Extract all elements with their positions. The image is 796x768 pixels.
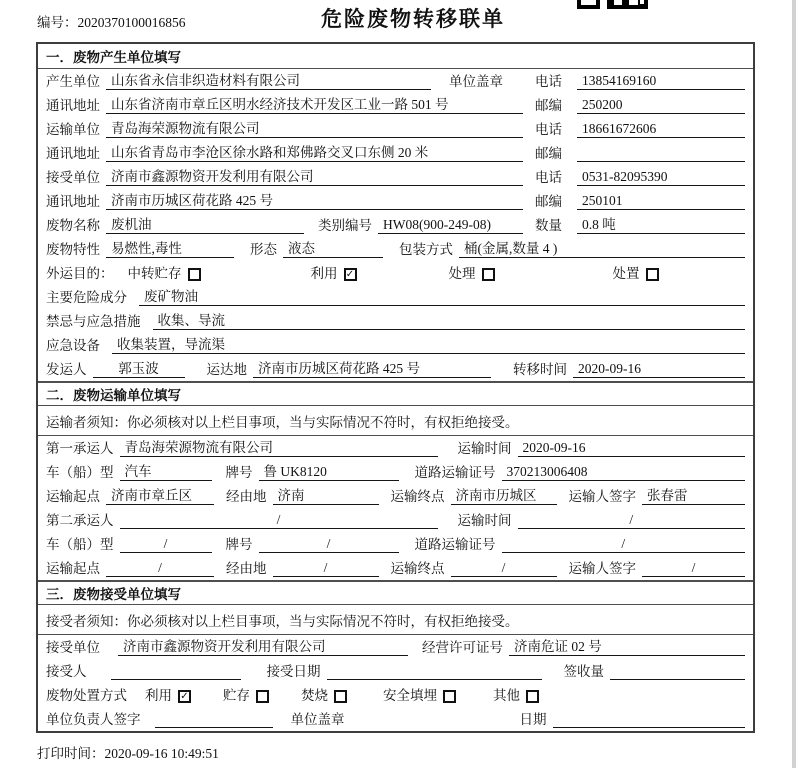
producer-address-value: 山东省济南市章丘区明水经济技术开发区工业一路 501 号	[106, 93, 523, 114]
first-plate-label: 牌号	[225, 465, 253, 480]
second-transporter-sign-value: /	[642, 560, 745, 577]
destination-value: 济南市历城区荷花路 425 号	[253, 357, 491, 378]
disposal-utilize-checkbox: ✓	[178, 690, 191, 703]
first-carrier-label: 第一承运人	[46, 441, 114, 456]
emergency-measures-value: 收集、导流	[153, 309, 746, 330]
second-vehicle-type-value: /	[120, 536, 212, 553]
emergency-measures-label: 禁忌与应急措施	[46, 314, 141, 329]
disposal-landfill-label: 安全填埋	[383, 688, 437, 703]
license-number-label: 经营许可证号	[422, 640, 503, 655]
transport-address-row	[38, 141, 753, 165]
second-transport-time-label: 运输时间	[457, 513, 512, 528]
transfer-purpose-row	[38, 261, 753, 285]
first-vehicle-row	[38, 460, 753, 484]
receiver-unit-label: 接受单位	[46, 170, 100, 185]
waste-qty-label: 数量	[535, 218, 562, 233]
print-time-label: 打印时间：	[37, 746, 105, 761]
first-transport-time-label: 运输时间	[457, 441, 512, 456]
transport-postal-value	[577, 146, 745, 162]
first-route-via-label: 经由地	[226, 489, 267, 504]
receiver-phone-group	[535, 166, 745, 186]
transport-unit-row	[38, 117, 753, 141]
receiver-unit-value: 济南市鑫源物资开发利用有限公司	[106, 165, 523, 186]
first-route-to-value: 济南市历城区	[451, 484, 557, 505]
first-route-row	[38, 484, 753, 508]
second-route-via-label: 经由地	[226, 561, 267, 576]
waste-form-label: 形态	[250, 242, 277, 257]
second-route-to-label: 运输终点	[390, 561, 445, 576]
emergency-equipment-row	[38, 333, 753, 357]
responsible-sign-row	[38, 707, 753, 731]
waste-qty-value: 0.8 吨	[577, 213, 745, 234]
accept-person-label: 接受人	[46, 664, 87, 679]
emergency-equipment-label: 应急设备	[46, 338, 100, 353]
accept-person-row	[38, 659, 753, 683]
dispatcher-value: 郭玉波	[93, 357, 185, 378]
receiver-unit-row	[38, 165, 753, 189]
first-route-from-value: 济南市章丘区	[106, 484, 214, 505]
first-vehicle-type-label: 车（船）型	[46, 465, 114, 480]
transport-unit-label: 运输单位	[46, 122, 100, 137]
producer-address-label: 通讯地址	[46, 98, 100, 113]
disposal-method-label: 废物处置方式	[46, 688, 127, 703]
second-carrier-value: /	[120, 512, 438, 529]
producer-unit-value: 山东省永信非织造材料有限公司	[106, 69, 431, 90]
transport-postal-label: 邮编	[535, 146, 562, 161]
sign-date-label: 日期	[519, 712, 547, 727]
receiver-phone-label: 电话	[535, 170, 562, 185]
second-plate-label: 牌号	[225, 537, 253, 552]
transport-phone-label: 电话	[535, 122, 562, 137]
producer-postal-label: 邮编	[535, 98, 562, 113]
disposal-storage-label: 贮存	[223, 688, 250, 703]
transfer-form-table	[36, 42, 755, 733]
second-carrier-row	[38, 508, 753, 532]
second-vehicle-type-label: 车（船）型	[46, 537, 114, 552]
first-carrier-value: 青岛海荣源物流有限公司	[120, 436, 438, 457]
disposal-method-row	[38, 683, 753, 707]
received-qty-value	[610, 664, 745, 680]
emergency-equipment-value: 收集装置，导流渠	[112, 333, 745, 354]
purpose-storage-label: 中转贮存	[127, 266, 182, 281]
second-route-via-value: /	[273, 560, 379, 577]
second-carrier-label: 第二承运人	[46, 513, 114, 528]
form-title: 危险废物转移联单	[321, 8, 505, 31]
hazard-component-label: 主要危险成分	[46, 290, 127, 305]
producer-phone-label: 电话	[535, 74, 562, 89]
purpose-utilize-checkbox: ✓	[344, 268, 357, 281]
disposal-storage-checkbox	[256, 690, 269, 703]
waste-traits-row	[38, 237, 753, 261]
disposal-other-checkbox	[526, 690, 539, 703]
transport-unit-value: 青岛海荣源物流有限公司	[106, 117, 523, 138]
unit-stamp2-label: 单位盖章	[290, 712, 345, 727]
receiver-address-row	[38, 189, 753, 213]
qr-code-icon	[577, 0, 648, 9]
emergency-measures-row	[38, 309, 753, 333]
transport-postal-group	[535, 142, 745, 162]
second-road-permit-label: 道路运输证号	[414, 537, 496, 552]
section3-notice: 接受者须知：你必须核对以上栏目事项，当与实际情况不符时，有权拒绝接受。	[38, 605, 753, 635]
transport-address-value: 山东省青岛市李沧区徐水路和郑佛路交叉口东侧 20 米	[106, 141, 523, 162]
receiver-postal-group	[535, 190, 745, 210]
accept-unit-value: 济南市鑫源物资开发利用有限公司	[118, 635, 408, 656]
page-right-edge	[792, 0, 796, 768]
accept-date-label: 接受日期	[266, 664, 321, 679]
producer-unit-label: 产生单位	[46, 74, 100, 89]
second-road-permit-value: /	[502, 536, 746, 553]
purpose-utilize-label: 利用	[310, 266, 338, 281]
producer-address-row	[38, 93, 753, 117]
waste-traits-label: 废物特性	[46, 242, 100, 257]
transport-phone-value: 18661672606	[577, 121, 745, 138]
purpose-treat-label: 处理	[448, 266, 476, 281]
first-transporter-sign-value: 张春雷	[642, 484, 745, 505]
transfer-purpose-label: 外运目的：	[46, 266, 114, 281]
waste-category-label: 类别编号	[318, 218, 372, 233]
responsible-sign-value	[155, 712, 273, 728]
first-road-permit-value: 370213006408	[502, 464, 746, 481]
receiver-address-label: 通讯地址	[46, 194, 100, 209]
first-transport-time-value: 2020-09-16	[518, 440, 746, 457]
purpose-dispose-checkbox	[646, 268, 659, 281]
receiver-postal-label: 邮编	[535, 194, 562, 209]
destination-label: 运达地	[206, 362, 247, 377]
waste-qty-group	[535, 213, 745, 234]
received-qty-label: 签收量	[563, 664, 604, 679]
first-road-permit-label: 道路运输证号	[414, 465, 496, 480]
first-transporter-sign-label: 运输人签字	[568, 489, 636, 504]
producer-unit-row	[38, 69, 753, 93]
waste-name-label: 废物名称	[46, 218, 100, 233]
section2-notice: 运输者须知：你必须核对以上栏目事项，当与实际情况不符时，有权拒绝接受。	[38, 406, 753, 436]
serial-number-label: 编号：	[37, 15, 78, 30]
first-vehicle-type-value: 汽车	[120, 460, 212, 481]
purpose-storage-checkbox	[188, 268, 201, 281]
print-time	[37, 742, 219, 762]
disposal-other-label: 其他	[493, 688, 520, 703]
producer-postal-group	[535, 94, 745, 114]
accept-unit-row	[38, 635, 753, 659]
waste-name-row	[38, 213, 753, 237]
purpose-treat-checkbox	[482, 268, 495, 281]
second-route-from-value: /	[106, 560, 214, 577]
second-transporter-sign-label: 运输人签字	[568, 561, 636, 576]
second-route-from-label: 运输起点	[46, 561, 100, 576]
first-route-to-label: 运输终点	[390, 489, 445, 504]
second-transport-time-value: /	[518, 512, 746, 529]
purpose-dispose-label: 处置	[612, 266, 640, 281]
accept-unit-label: 接受单位	[46, 640, 100, 655]
disposal-incinerate-label: 焚烧	[301, 688, 328, 703]
hazard-component-row	[38, 285, 753, 309]
section3-header: 三．废物接受单位填写	[38, 580, 753, 605]
disposal-utilize-label: 利用	[145, 688, 172, 703]
section2-header: 二．废物运输单位填写	[38, 381, 753, 406]
waste-pack-value: 桶(金属,数量 4 )	[459, 237, 745, 258]
producer-phone-group	[535, 70, 745, 90]
receiver-postal-value: 250101	[577, 193, 745, 210]
receiver-address-value: 济南市历城区荷花路 425 号	[106, 189, 523, 210]
waste-form-value: 液态	[283, 237, 383, 258]
second-route-to-value: /	[451, 560, 557, 577]
accept-person-value	[111, 664, 241, 680]
disposal-landfill-checkbox	[443, 690, 456, 703]
serial-number-value: 2020370100016856	[77, 15, 186, 30]
waste-traits-value: 易燃性,毒性	[106, 237, 234, 258]
first-route-via-value: 济南	[273, 484, 379, 505]
sign-date-value	[553, 712, 746, 728]
accept-date-value	[327, 664, 542, 680]
unit-stamp-label: 单位盖章	[449, 74, 503, 89]
producer-phone-value: 13854169160	[577, 73, 745, 90]
responsible-sign-label: 单位负责人签字	[46, 712, 141, 727]
transfer-time-label: 转移时间	[513, 362, 567, 377]
second-route-row	[38, 556, 753, 580]
hazard-component-value: 废矿物油	[139, 285, 745, 306]
first-route-from-label: 运输起点	[46, 489, 100, 504]
dispatcher-label: 发运人	[46, 362, 87, 377]
section1-header: 一．废物产生单位填写	[38, 44, 753, 69]
license-number-value: 济南危证 02 号	[509, 635, 745, 656]
print-time-value: 2020-09-16 10:49:51	[104, 746, 219, 761]
waste-category-value: HW08(900-249-08)	[378, 217, 523, 234]
second-plate-value: /	[259, 536, 399, 553]
producer-postal-value: 250200	[577, 97, 745, 114]
transfer-time-value: 2020-09-16	[573, 361, 745, 378]
first-carrier-row	[38, 436, 753, 460]
transport-address-label: 通讯地址	[46, 146, 100, 161]
disposal-incinerate-checkbox	[334, 690, 347, 703]
second-vehicle-row	[38, 532, 753, 556]
dispatch-row	[38, 357, 753, 381]
waste-name-value: 废机油	[106, 213, 304, 234]
receiver-phone-value: 0531-82095390	[577, 169, 745, 186]
transport-phone-group	[535, 118, 745, 138]
first-plate-value: 鲁 UK8120	[259, 460, 399, 481]
waste-pack-label: 包装方式	[399, 242, 453, 257]
